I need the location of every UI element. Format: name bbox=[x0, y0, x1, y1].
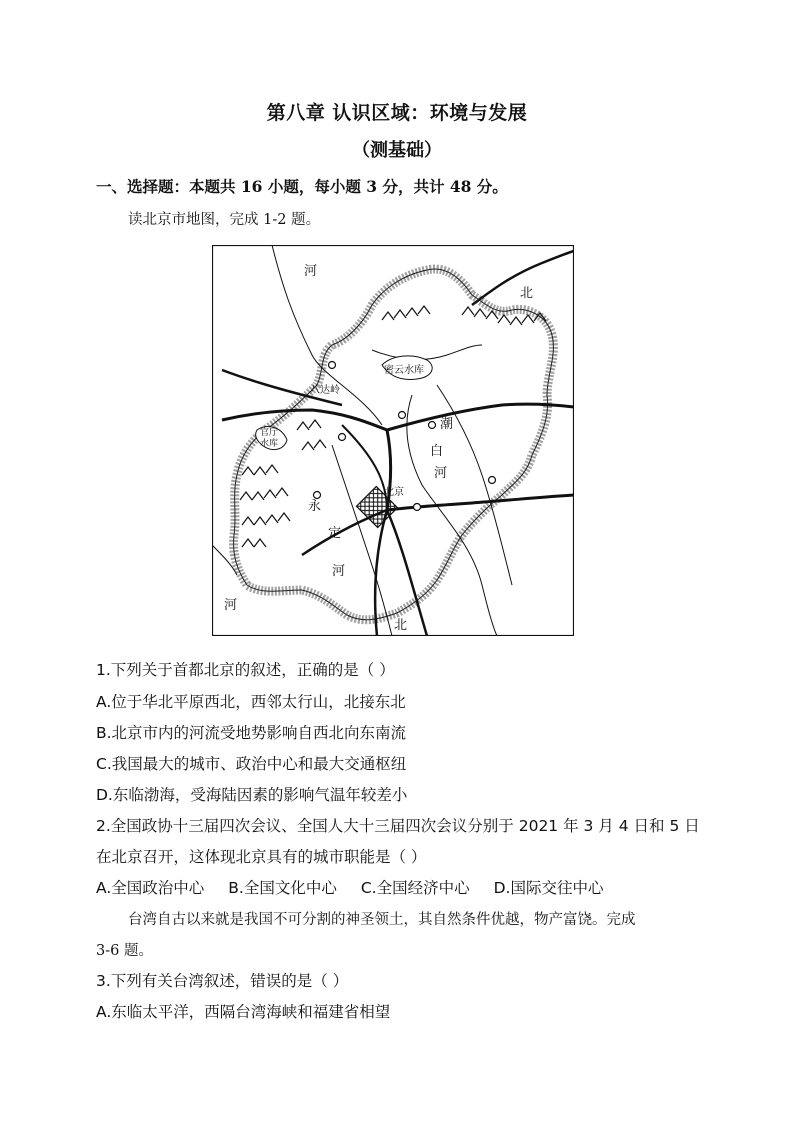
page-subtitle: （测基础） bbox=[352, 140, 442, 161]
label-bei-top: 北 bbox=[520, 286, 534, 301]
lead-text-1: 读北京市地图，完成 1-2 题。 bbox=[128, 212, 321, 228]
question-1-option-d: D.东临渤海，受海陆因素的影响气温年较差小 bbox=[96, 786, 408, 804]
section-heading: 一、选择题：本题共 16 小题，每小题 3 分，共计 48 分。 bbox=[96, 177, 508, 196]
question-3-stem: 3.下列有关台湾叙述，错误的是（ ） bbox=[96, 972, 349, 990]
page-title: 第八章 认识区域：环境与发展 bbox=[266, 102, 528, 124]
label-bai: 白 bbox=[430, 444, 444, 459]
label-badaling: 八达岭 bbox=[310, 385, 340, 396]
question-2-option-b: B.全国文化中心 bbox=[228, 879, 337, 897]
question-2-option-a: A.全国政治中心 bbox=[96, 879, 205, 897]
question-1-option-c: C.我国最大的城市、政治中心和最大交通枢纽 bbox=[96, 755, 407, 773]
question-3-option-a: A.东临太平洋，西隔台湾海峡和福建省相望 bbox=[96, 1003, 391, 1021]
lead-text-2-line-2: 3-6 题。 bbox=[96, 943, 153, 959]
question-2-option-d: D.国际交往中心 bbox=[493, 879, 604, 897]
label-he-mid: 河 bbox=[434, 466, 448, 481]
label-guanting-2: 水库 bbox=[260, 439, 279, 449]
label-he-top: 河 bbox=[304, 264, 318, 279]
question-2-stem-line-2: 在北京召开，这体现北京具有的城市职能是（ ） bbox=[96, 848, 427, 866]
label-ding: 定 bbox=[328, 526, 342, 541]
label-guanting-1: 官厅 bbox=[260, 428, 279, 438]
label-he-left: 河 bbox=[224, 598, 238, 613]
question-2-options bbox=[96, 876, 603, 898]
label-miyun: 密云水库 bbox=[384, 365, 424, 376]
beijing-map bbox=[212, 245, 574, 636]
label-bei-bottom: 北 bbox=[394, 618, 408, 633]
question-1-option-b: B.北京市内的河流受地势影响自西北向东南流 bbox=[96, 724, 407, 742]
lead-text-2-line-1: 台湾自古以来就是我国不可分割的神圣领土，其自然条件优越，物产富饶。完成 bbox=[128, 912, 636, 928]
question-2-stem-line-1: 2.全国政协十三届四次会议、全国人大十三届四次会议分别于 2021 年 3 月 4 日和 5 日 bbox=[96, 817, 700, 835]
question-1-option-a: A.位于华北平原西北，西邻太行山，北接东北 bbox=[96, 693, 406, 711]
question-2-option-c: C.全国经济中心 bbox=[360, 879, 470, 897]
label-beijing: 北京 bbox=[384, 487, 404, 498]
beijing-map-figure bbox=[212, 245, 574, 636]
question-1-stem: 1.下列关于首都北京的叙述，正确的是（ ） bbox=[96, 661, 395, 679]
label-yong: 永 bbox=[308, 499, 322, 514]
label-chao: 潮 bbox=[440, 417, 454, 432]
label-he-low: 河 bbox=[332, 564, 346, 579]
